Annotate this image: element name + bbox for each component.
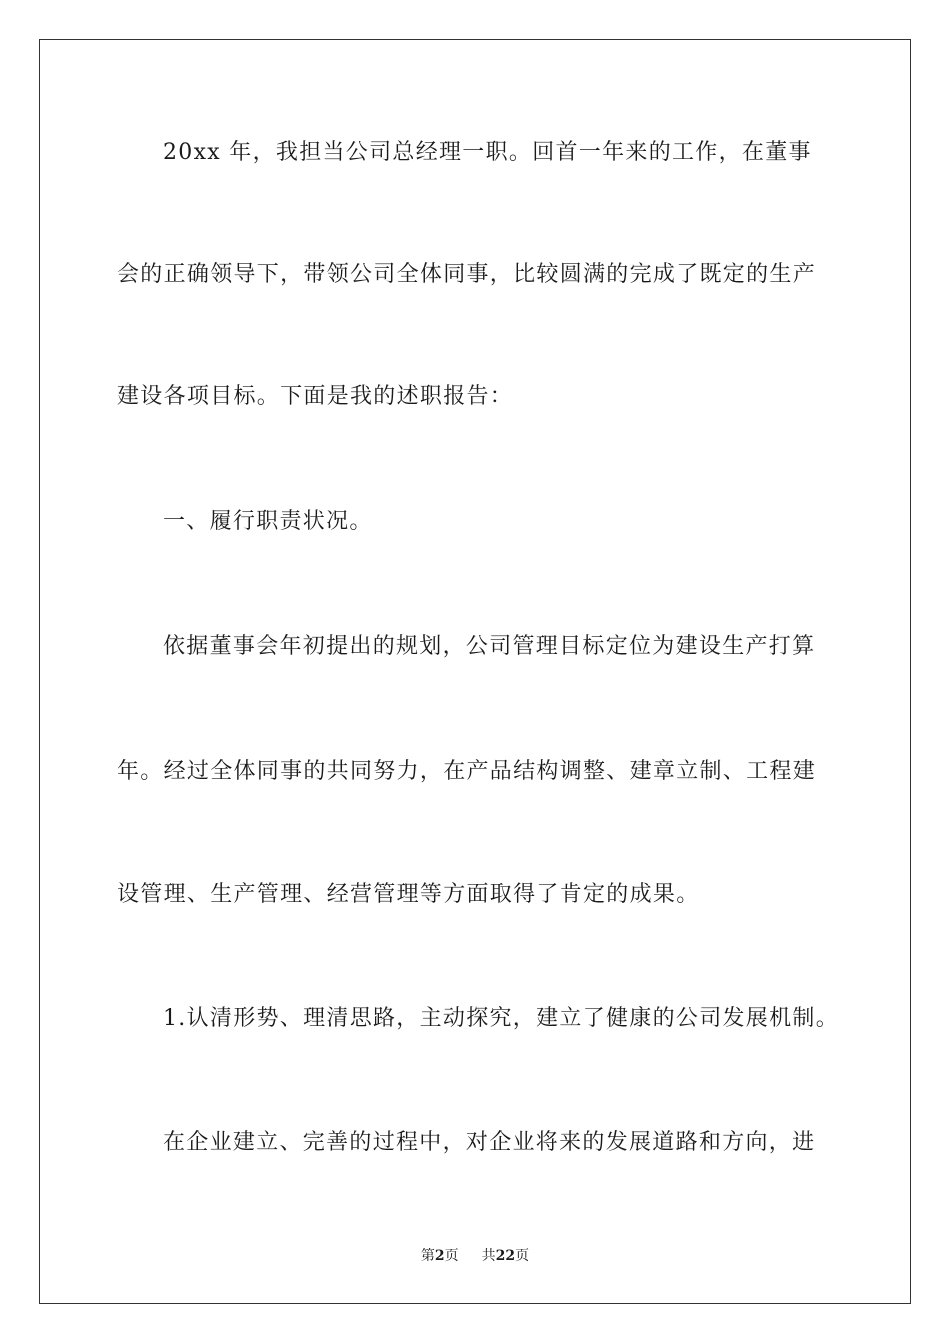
paragraph-line-3: 建设各项目标。下面是我的述职报告： [117, 384, 514, 409]
paragraph-line-2: 会的正确领导下，带领公司全体同事，比较圆满的完成了既定的生产 [117, 262, 817, 287]
paragraph-line-6: 设管理、生产管理、经营管理等方面取得了肯定的成果。 [117, 882, 700, 907]
paragraph-line-1: 20xx 年，我担当公司总经理一职。回首一年来的工作，在董事 [163, 140, 812, 165]
page-label-suffix: 页 [444, 1248, 459, 1264]
paragraph-line-7: 在企业建立、完善的过程中，对企业将来的发展道路和方向，进 [163, 1130, 816, 1155]
page-label-prefix: 第 [420, 1248, 435, 1264]
section-heading: 一、履行职责状况。 [163, 509, 373, 534]
total-pages: 22 [495, 1248, 516, 1264]
subsection-heading: 1.认清形势、理清思路，主动探究，建立了健康的公司发展机制。 [163, 1006, 839, 1031]
total-label-prefix: 共 [481, 1248, 496, 1264]
paragraph-line-4: 依据董事会年初提出的规划，公司管理目标定位为建设生产打算 [163, 634, 816, 659]
page-footer [0, 1247, 950, 1265]
total-label-suffix: 页 [515, 1248, 530, 1264]
page-number: 2 [434, 1248, 445, 1264]
paragraph-line-5: 年。经过全体同事的共同努力，在产品结构调整、建章立制、工程建 [117, 759, 817, 784]
page-border [39, 39, 911, 1304]
